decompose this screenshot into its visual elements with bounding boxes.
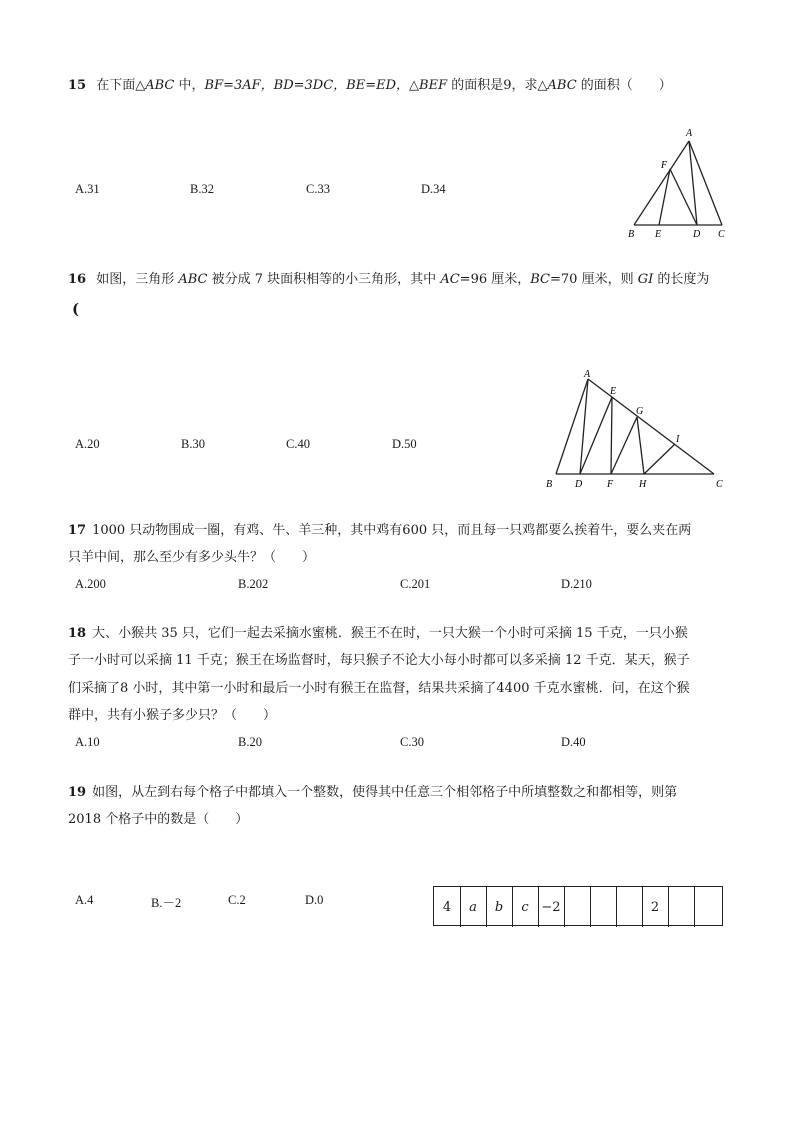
question-15-stem [68, 77, 672, 95]
q16-text-3: =96 厘米， [459, 272, 531, 287]
q16-label-e: E [610, 386, 617, 397]
q18-option-a[interactable]: A.10 [75, 735, 100, 749]
q15-text-5: 的面积（ ） [576, 78, 672, 93]
q15-text-3: △ [409, 78, 420, 93]
q16-option-d[interactable]: D.50 [392, 437, 417, 451]
q15-text-2: 中， [174, 78, 205, 93]
grid-cell-2: a [460, 887, 487, 927]
q16-label-g: G [636, 406, 644, 417]
q19-number-grid [433, 886, 723, 926]
q15-option-d[interactable]: D.34 [421, 182, 446, 196]
question-19-line-1 [68, 784, 677, 802]
q15-text-1: 在下面△ [96, 78, 146, 93]
q15-option-a[interactable]: A.31 [75, 182, 100, 196]
q16-label-f: F [607, 479, 614, 490]
q16-label-i: I [676, 434, 680, 445]
q16-ac: AC [440, 272, 460, 287]
grid-cell-3: b [486, 887, 513, 927]
q19-option-b[interactable]: B.－2 [151, 896, 182, 910]
q15-label-f: F [661, 160, 668, 171]
q15-label-b: B [628, 229, 635, 240]
grid-cell-10 [668, 887, 695, 927]
question-number: 19 [68, 785, 87, 800]
q15-abc: ABC [145, 78, 175, 93]
q16-label-a: A [584, 369, 591, 380]
q15-abc-2: ABC [547, 78, 577, 93]
question-number: 18 [68, 626, 87, 641]
q16-text-2: 被分成 7 块面积相等的小三角形，其中 [207, 272, 441, 287]
question-number: 15 [68, 78, 87, 93]
q16-triangle-figure [540, 365, 730, 495]
q19-option-d[interactable]: D.0 [305, 893, 324, 907]
q17-option-b[interactable]: B.202 [238, 577, 269, 591]
q16-text-5: 的长度为 [653, 272, 710, 287]
q16-option-a[interactable]: A.20 [75, 437, 100, 451]
q18-option-d[interactable]: D.40 [561, 735, 586, 749]
q17-text-1: 1000 只动物围成一圈，有鸡、牛、羊三种，其中鸡有600 只，而且每一只鸡都要么挨着牛，要么夹在两 [92, 523, 692, 538]
q16-label-d: D [575, 479, 583, 490]
question-18-line-1 [68, 625, 688, 643]
q15-label-a: A [686, 128, 693, 139]
q18-option-b[interactable]: B.20 [238, 735, 262, 749]
q16-option-b[interactable]: B.30 [181, 437, 205, 451]
q16-text-1: 如图，三角形 [96, 272, 179, 287]
grid-cell-5: −2 [538, 887, 565, 927]
question-number: 16 [68, 272, 87, 287]
q16-option-c[interactable]: C.40 [286, 437, 310, 451]
q15-label-e: E [655, 229, 662, 240]
grid-cell-11 [694, 887, 720, 927]
q19-text-1: 如图，从左到右每个格子中都填入一个整数，使得其中任意三个相邻格子中所填整数之和都相等，则第 [92, 785, 678, 800]
q15-option-c[interactable]: C.33 [306, 182, 330, 196]
question-16-stem [68, 271, 709, 289]
q15-label-c: C [718, 229, 725, 240]
q18-text-3: 们采摘了8 小时，其中第一小时和最后一小时有猴王在监督，结果共采摘了4400 千克水蜜桃．问，在这个猴 [68, 681, 690, 696]
q16-label-h: H [639, 479, 647, 490]
grid-cell-9: 2 [642, 887, 669, 927]
question-number: 17 [68, 523, 87, 538]
q18-text-2: 子一小时可以采摘 11 千克；猴王在场监督时，每只猴子不论大小每小时都可以多采摘 12 千克．某天，猴子 [68, 653, 690, 668]
q19-option-a[interactable]: A.4 [75, 893, 94, 907]
grid-cell-6 [564, 887, 591, 927]
question-17-line-1 [68, 522, 691, 540]
q15-bef: BEF [419, 78, 448, 93]
q18-option-c[interactable]: C.30 [400, 735, 424, 749]
grid-cell-4: c [512, 887, 539, 927]
q16-label-c: C [716, 479, 723, 490]
q15-option-b[interactable]: B.32 [190, 182, 214, 196]
q18-text-4: 群中，共有小猴子多少只？（ ） [68, 708, 277, 723]
q16-bc: BC [530, 272, 550, 287]
q15-conditions: BF=3AF，BD=3DC，BE=ED， [204, 78, 410, 93]
q15-text-4: 的面积是9，求△ [447, 78, 548, 93]
grid-cell-1: 4 [434, 887, 461, 927]
q19-text-2: 2018 个格子中的数是（ ） [68, 812, 249, 827]
q15-triangle-figure [622, 122, 732, 240]
q17-option-a[interactable]: A.200 [75, 577, 106, 591]
grid-cell-7 [590, 887, 617, 927]
q16-abc: ABC [178, 272, 208, 287]
q17-option-d[interactable]: D.210 [561, 577, 592, 591]
q16-label-b: B [546, 479, 553, 490]
q16-text-4: =70 厘米，则 [550, 272, 638, 287]
q19-option-c[interactable]: C.2 [228, 893, 246, 907]
q15-label-d: D [693, 229, 701, 240]
q16-open-bracket: ( [72, 300, 80, 318]
q18-text-1: 大、小猴共 35 只，它们一起去采摘水蜜桃．猴王不在时，一只大猴一个小时可采摘 15 千克，一只小猴 [92, 626, 688, 641]
q17-option-c[interactable]: C.201 [400, 577, 431, 591]
q17-text-2: 只羊中间，那么至少有多少头牛？（ ） [68, 550, 316, 565]
q16-gi: GI [637, 272, 654, 287]
grid-cell-8 [616, 887, 643, 927]
